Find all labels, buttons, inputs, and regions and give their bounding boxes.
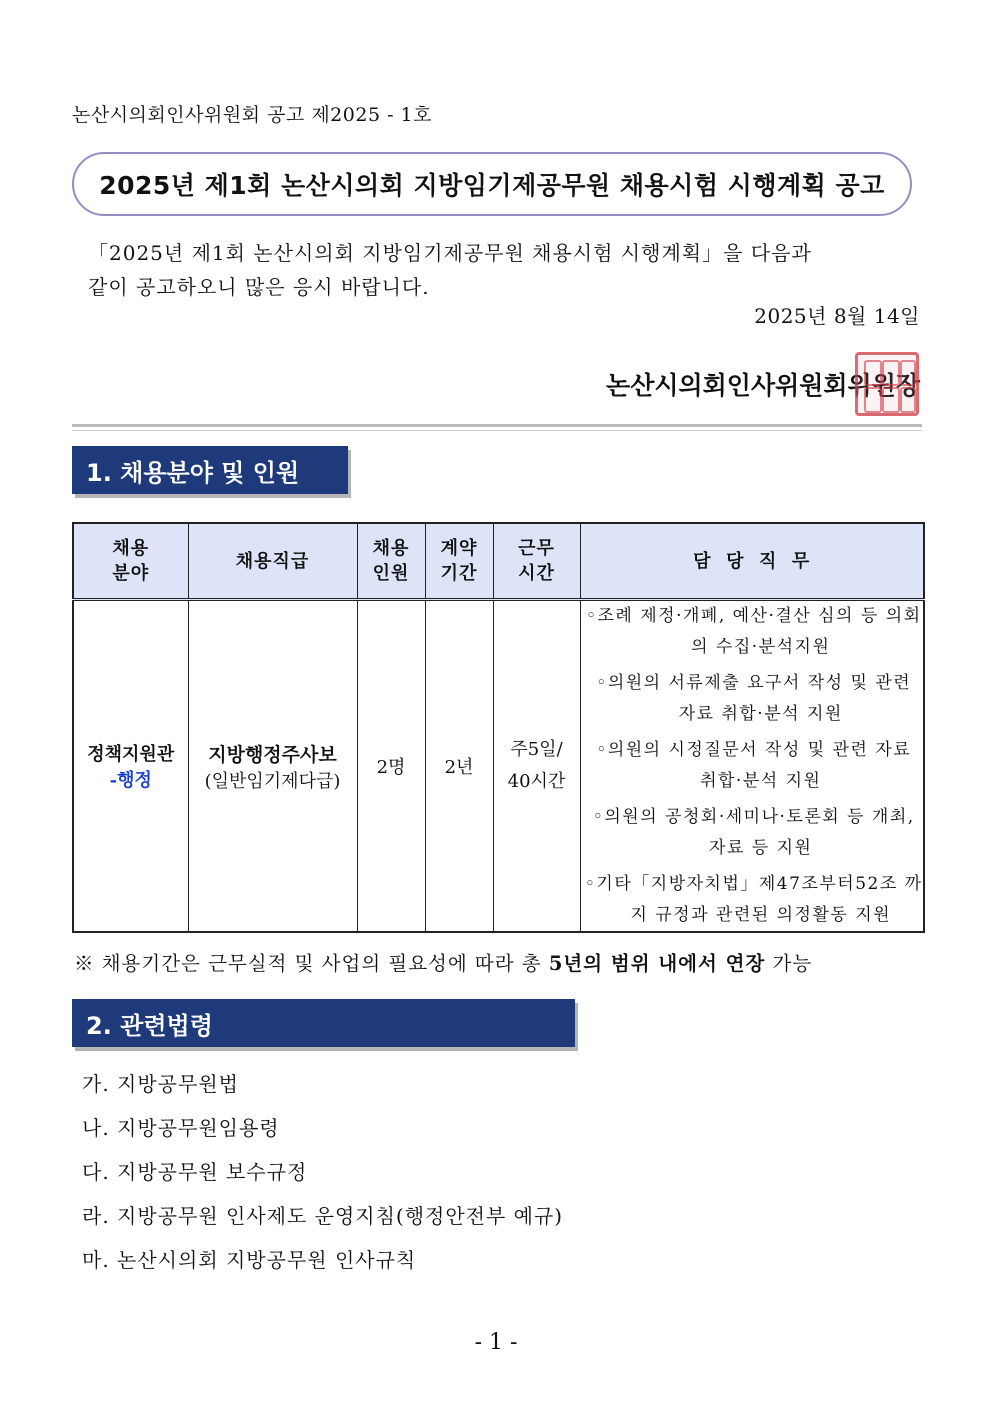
cell-count: 2명 bbox=[357, 600, 425, 933]
duty-item: ◦기타「지방자치법」제47조부터52조 까지 규정과 관련된 의정활동 지원 bbox=[584, 874, 923, 925]
duty-item: ◦의원의 공청회·세미나·토론회 등 개최, 자료 등 지원 bbox=[592, 807, 915, 858]
page-number: - 1 - bbox=[474, 1330, 518, 1355]
header-count: 채용 인원 bbox=[357, 523, 425, 600]
extension-note-bold: 5년의 범위 내에서 연장 bbox=[548, 952, 766, 975]
header-period: 계약 기간 bbox=[425, 523, 493, 600]
intro-line-2: 같이 공고하오니 많은 응시 바랍니다. bbox=[88, 275, 430, 299]
section-1-heading: 1. 채용분야 및 인원 bbox=[72, 446, 348, 494]
list-item: 마. 논산시의회 지방공무원 인사규칙 bbox=[82, 1248, 417, 1272]
field-sub: -행정 bbox=[109, 770, 152, 791]
announcement-title: 2025년 제1회 논산시의회 지방임기제공무원 채용시험 시행계획 공고 bbox=[72, 152, 912, 216]
list-item: 가. 지방공무원법 bbox=[82, 1072, 239, 1096]
header-grade: 채용직급 bbox=[188, 523, 357, 600]
grade-main: 지방행정주사보 bbox=[208, 743, 337, 766]
duty-item: ◦의원의 서류제출 요구서 작성 및 관련 자료 취합·분석 지원 bbox=[596, 673, 912, 724]
intro-line-1: 「2025년 제1회 논산시의회 지방임기제공무원 채용시험 시행계획」을 다음과 bbox=[88, 241, 812, 265]
recruitment-table bbox=[72, 522, 925, 933]
intro-paragraph bbox=[88, 236, 898, 304]
table-row bbox=[73, 600, 924, 933]
header-divider bbox=[72, 424, 922, 427]
grade-sub: (일반임기제다급) bbox=[204, 770, 341, 792]
cell-duties bbox=[580, 600, 924, 933]
duty-item: ◦의원의 시정질문서 작성 및 관련 자료 취합·분석 지원 bbox=[596, 740, 912, 791]
header-duties: 담 당 직 무 bbox=[580, 523, 924, 600]
cell-period: 2년 bbox=[425, 600, 493, 933]
official-seal-icon bbox=[855, 352, 919, 416]
issuer-name: 논산시의회인사위원회위원장 bbox=[606, 371, 920, 400]
notice-number: 논산시의회인사위원회 공고 제2025 - 1호 bbox=[72, 104, 432, 126]
header-field: 채용 분야 bbox=[73, 523, 188, 600]
table-header-row bbox=[73, 523, 924, 600]
header-hours: 근무 시간 bbox=[493, 523, 580, 600]
list-item: 라. 지방공무원 인사제도 운영지침(행정안전부 예규) bbox=[82, 1204, 564, 1228]
field-main: 정책지원관 bbox=[87, 744, 175, 765]
cell-hours: 주5일/ 40시간 bbox=[493, 600, 580, 933]
list-item: 나. 지방공무원임용령 bbox=[82, 1116, 280, 1140]
duty-item: ◦조례 제정·개폐, 예산·결산 심의 등 의회의 수집·분석지원 bbox=[585, 606, 922, 657]
announcement-date: 2025년 8월 14일 bbox=[754, 304, 920, 328]
related-laws-list bbox=[82, 1068, 563, 1288]
section-2-heading: 2. 관련법령 bbox=[72, 999, 575, 1047]
header-divider-thin bbox=[72, 430, 922, 431]
cell-grade bbox=[188, 600, 357, 933]
extension-note: ※ 채용기간은 근무실적 및 사업의 필요성에 따라 총 5년의 범위 내에서 연장 가능 bbox=[74, 952, 813, 975]
cell-field bbox=[73, 600, 188, 933]
list-item: 다. 지방공무원 보수규정 bbox=[82, 1160, 308, 1184]
